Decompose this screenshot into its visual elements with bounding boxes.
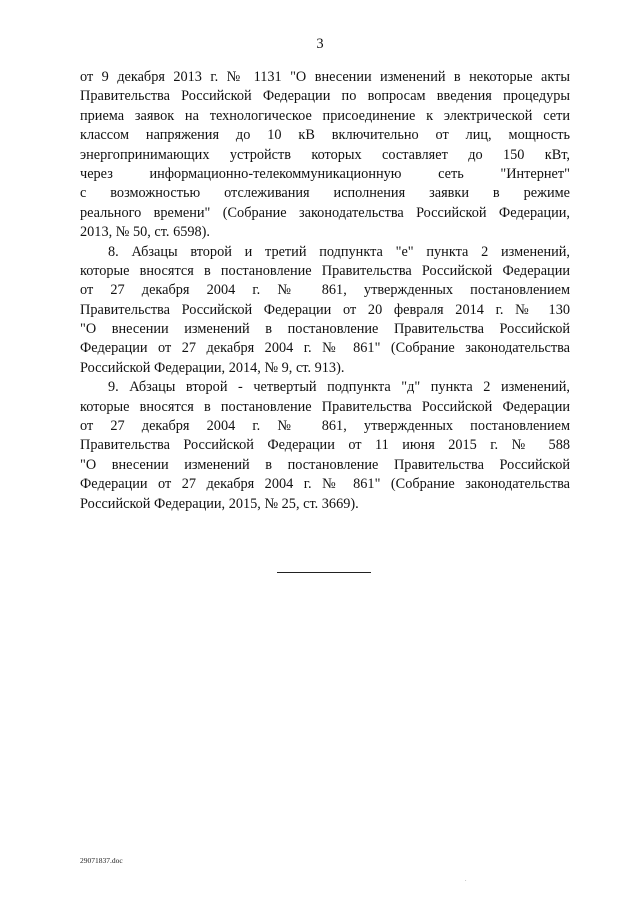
text-line: Российской Федерации, 2015, № 25, ст. 3669).: [80, 495, 359, 512]
text-line: реального времени" (Собрание законодательства Российской Федерации,: [80, 204, 570, 221]
corner-mark: .: [465, 877, 467, 883]
text-line: Российской Федерации, 2014, № 9, ст. 913).: [80, 359, 345, 376]
text-line: классом напряжения до 10 кВ включительно от лиц, мощность: [80, 127, 570, 144]
paragraph-8-first-line: 8. Абзацы второй и третий подпункта "е" пункта 2 изменений,: [108, 243, 570, 260]
text-line: Федерации от 27 декабря 2004 г. № 861" (Собрание законодательства: [80, 340, 570, 357]
text-line: Правительства Российской Федерации от 11 июня 2015 г. № 588: [80, 437, 570, 454]
text-line: которые вносятся в постановление Правительства Российской Федерации: [80, 262, 570, 279]
text-line: энергопринимающих устройств которых составляет до 150 кВт,: [80, 146, 570, 163]
page-number: 3: [316, 36, 324, 52]
text-line: от 9 декабря 2013 г. № 1131 "О внесении изменений в некоторые акты: [80, 69, 570, 85]
document-file-id: 29071837.doc: [80, 856, 123, 865]
text-line: приема заявок на технологическое присоединение к электрической сети: [80, 107, 570, 124]
paragraph-9-first-line: 9. Абзацы второй - четвертый подпункта "д" пункта 2 изменений,: [108, 379, 570, 396]
text-line: от 27 декабря 2004 г. № 861, утвержденных постановлением: [80, 418, 570, 435]
text-line: Правительства Российской Федерации от 20 февраля 2014 г. № 130: [80, 301, 570, 318]
document-body: [80, 68, 570, 514]
text-line: Правительства Российской Федерации по вопросам введения процедуры: [80, 88, 570, 105]
text-line: которые вносятся в постановление Правительства Российской Федерации: [80, 398, 570, 415]
text-line: "О внесении изменений в постановление Правительства Российской: [80, 456, 570, 473]
closing-rule: [277, 572, 371, 573]
text-line: с возможностью отслеживания исполнения заявки в режиме: [80, 185, 570, 202]
text-line: от 27 декабря 2004 г. № 861, утвержденных постановлением: [80, 282, 570, 299]
text-line: Федерации от 27 декабря 2004 г. № 861" (Собрание законодательства: [80, 476, 570, 493]
text-line: "О внесении изменений в постановление Правительства Российской: [80, 321, 570, 338]
text-line: 2013, № 50, ст. 6598).: [80, 224, 210, 241]
text-line: через информационно-телекоммуникационную сеть "Интернет": [80, 165, 570, 182]
